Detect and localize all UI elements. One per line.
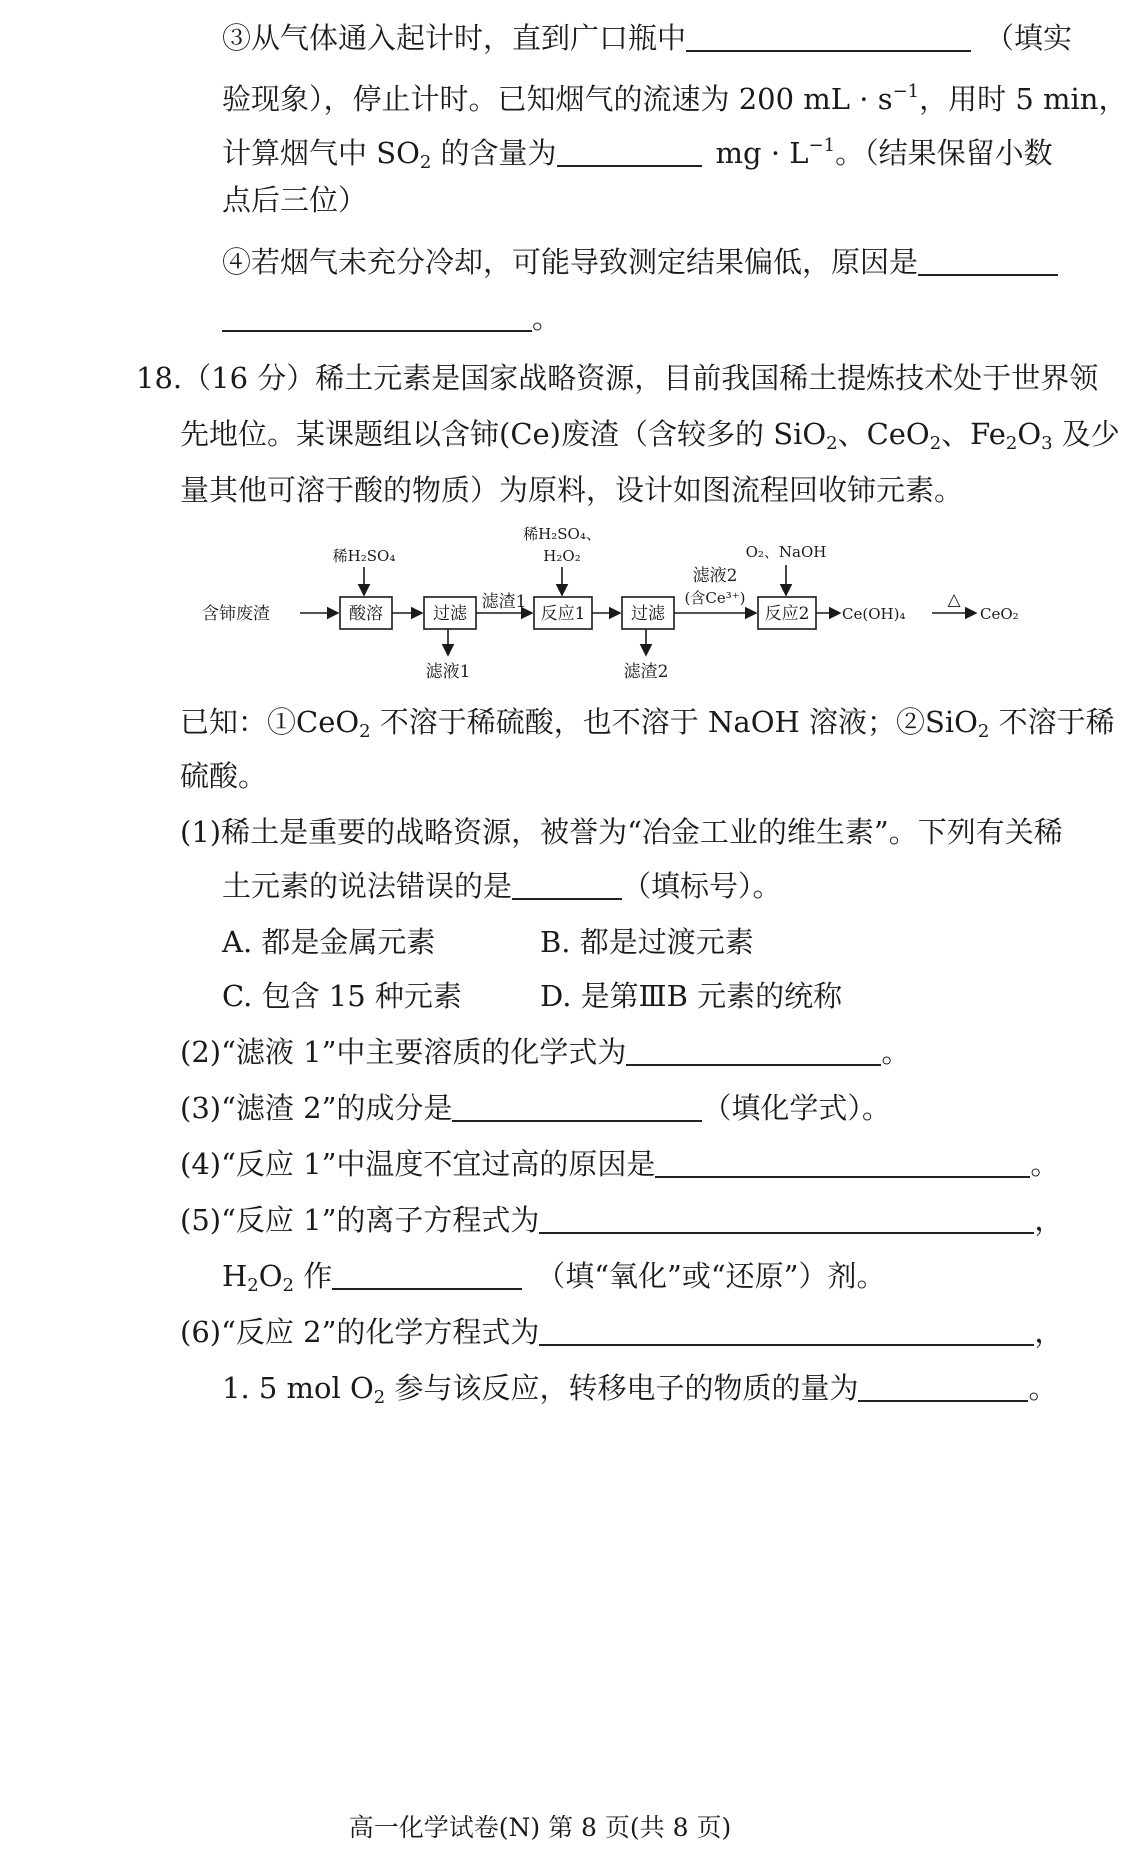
flow-input-label: 稀H₂SO₄、 xyxy=(523,525,601,543)
q18-sub1-line2: 土元素的说法错误的是 （填标号）。 xyxy=(222,869,782,903)
flow-box-label: 反应1 xyxy=(540,604,586,624)
flow-mid-label: (含Ce³⁺) xyxy=(684,589,746,607)
answer-blank[interactable] xyxy=(539,1202,1034,1234)
process-flow-diagram xyxy=(200,525,1040,685)
flow-product-label: Ce(OH)₄ xyxy=(842,605,906,623)
q18-sub5-line1: (5)“反应 1”的离子方程式为 ， xyxy=(180,1203,1064,1237)
q18-sub2: (2)“滤液 1”中主要溶质的化学式为 。 xyxy=(180,1035,911,1069)
answer-blank[interactable] xyxy=(452,1090,702,1122)
flow-start: 含铈废渣 xyxy=(202,604,270,624)
q18-intro-line1: 18.（16 分）稀土元素是国家战略资源，目前我国稀土提炼技术处于世界领 xyxy=(136,361,1099,395)
answer-blank[interactable] xyxy=(626,1034,881,1066)
q18-sub6-line2: 1. 5 mol $O_2$ 参与该反应，转移电子的物质的量为 。 xyxy=(222,1371,1058,1408)
answer-blank[interactable] xyxy=(222,300,532,332)
q18-sub3: (3)“滤渣 2”的成分是 （填化学式）。 xyxy=(180,1091,891,1125)
flow-output-label: 滤渣2 xyxy=(623,662,669,682)
q18-known-line2: 硫酸。 xyxy=(180,759,268,793)
flow-box-label: 过滤 xyxy=(433,604,467,624)
q18-known-line1: 已知：①CeO$_2$ 不溶于稀硫酸，也不溶于 NaOH 溶液；②SiO$_2$ 不溶于稀 xyxy=(180,705,1115,742)
answer-blank[interactable] xyxy=(332,1258,522,1290)
q17-p4-line1: ④若烟气未充分冷却，可能导致测定结果偏低，原因是 xyxy=(222,242,1058,282)
q18-intro-line3: 量其他可溶于酸的物质）为原料，设计如图流程回收铈元素。 xyxy=(180,473,964,507)
q18-sub6-line1: (6)“反应 2”的化学方程式为 ， xyxy=(180,1315,1064,1349)
flow-input-label: O₂、NaOH xyxy=(745,543,827,561)
answer-blank[interactable] xyxy=(686,20,971,52)
option-a: A. 都是金属元素 xyxy=(222,925,436,959)
answer-blank[interactable] xyxy=(655,1146,1030,1178)
q18-intro-line2: 先地位。某课题组以含铈(Ce)废渣（含较多的 SiO$_2$、CeO$_2$、$Fe_2O_3$ 及少 xyxy=(180,417,1120,454)
q17-p3-line1: ③从气体通入起计时，直到广口瓶中 （填实 xyxy=(222,21,1073,55)
q18-sub1-line1: (1)稀土是重要的战略资源，被誉为“冶金工业的维生素”。下列有关稀 xyxy=(180,815,1063,849)
flow-product-label: CeO₂ xyxy=(980,605,1019,623)
q17-p3-line3: 计算烟气中 $SO_2$ 的含量为 mg · $L^{-1}$。（结果保留小数 xyxy=(222,135,1053,173)
answer-blank[interactable] xyxy=(918,244,1058,276)
flow-mid-label: 滤渣1 xyxy=(481,592,527,612)
q17-p4-line2: 。 xyxy=(222,298,561,338)
flow-box-label: 反应2 xyxy=(764,604,810,624)
option-b: B. 都是过渡元素 xyxy=(540,925,754,959)
q17-p3-line2: 验现象），停止计时。已知烟气的流速为 200 mL · $s^{-1}$，用时 5 min， xyxy=(222,81,1127,116)
flow-output-label: 滤液1 xyxy=(425,662,471,682)
flow-input-label: H₂O₂ xyxy=(543,547,581,565)
answer-blank[interactable] xyxy=(557,135,702,167)
heat-symbol: △ xyxy=(947,590,961,610)
q17-p3-line4: 点后三位） xyxy=(222,183,368,217)
q18-sub5-line2: $H_2O_2$ 作 （填“氧化”或“还原”）剂。 xyxy=(222,1259,886,1296)
flow-mid-label: 滤液2 xyxy=(692,566,738,586)
page-footer: 高一化学试卷(N) 第 8 页(共 8 页) xyxy=(348,1813,732,1842)
answer-blank[interactable] xyxy=(858,1370,1028,1402)
q18-sub4: (4)“反应 1”中温度不宜过高的原因是 。 xyxy=(180,1147,1060,1181)
flow-box-label: 过滤 xyxy=(631,604,665,624)
answer-blank[interactable] xyxy=(539,1314,1034,1346)
flow-box-label: 酸溶 xyxy=(349,604,383,624)
answer-blank[interactable] xyxy=(512,868,622,900)
option-d: D. 是第ⅢB 元素的统称 xyxy=(540,979,843,1013)
option-c: C. 包含 15 种元素 xyxy=(222,979,462,1013)
flow-input-label: 稀H₂SO₄ xyxy=(332,547,396,565)
